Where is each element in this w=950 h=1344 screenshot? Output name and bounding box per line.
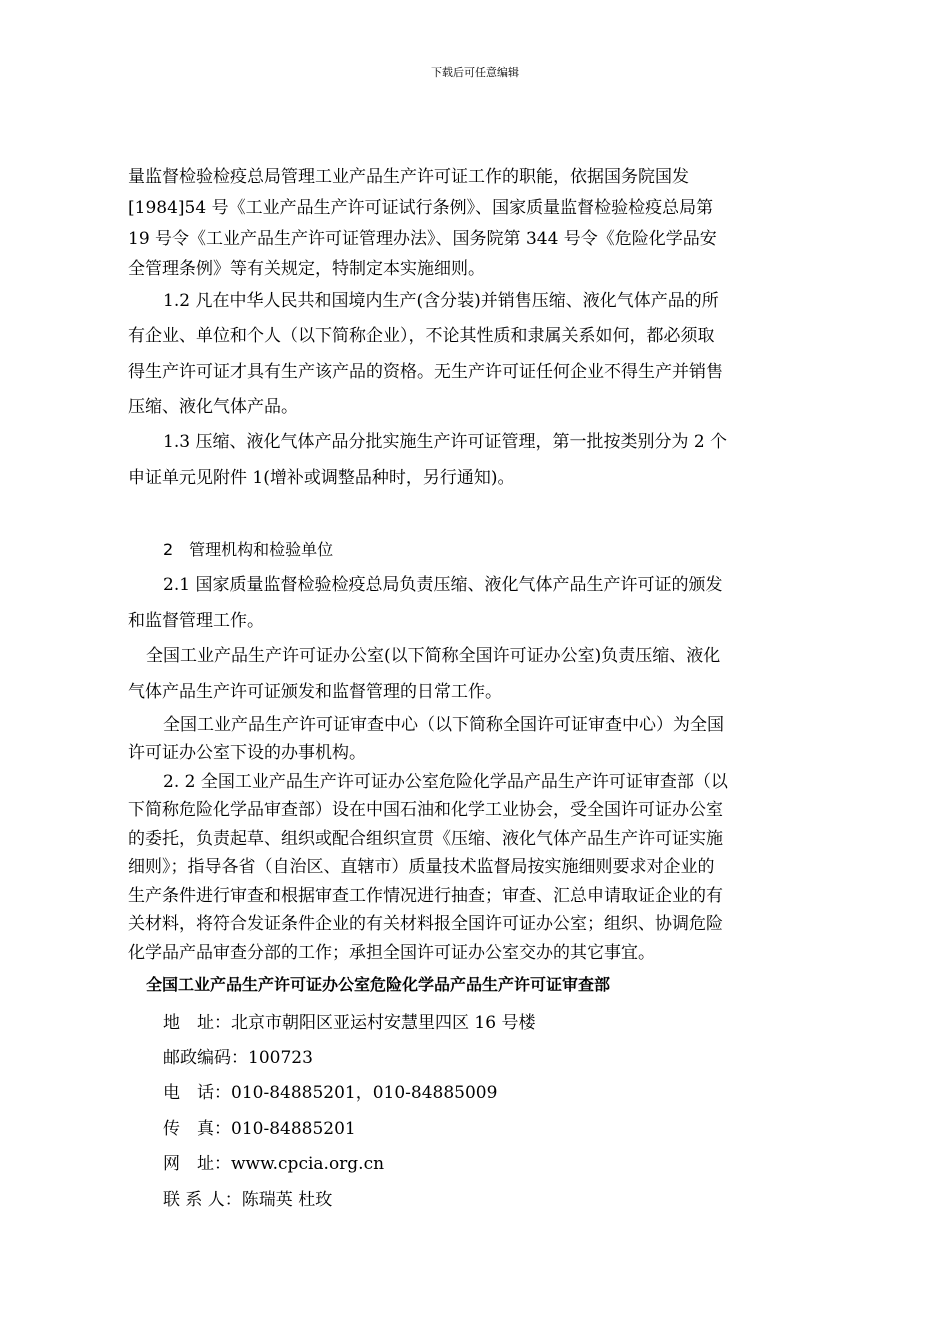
paragraph-2-2-line: 细则》；指导各省（自治区、直辖市）质量技术监督局按实施细则要求对企业的 — [128, 857, 715, 877]
paragraph-office-line: 全国工业产品生产许可证办公室(以下简称全国许可证办公室)负责压缩、液化 — [146, 646, 721, 666]
contact-website[interactable]: 网 址：www.cpcia.org.cn — [163, 1154, 385, 1174]
header-note: 下载后可任意编辑 — [431, 66, 519, 79]
paragraph-center-line: 许可证办公室下设的办事机构。 — [128, 743, 366, 763]
paragraph-office-line: 气体产品生产许可证颁发和监督管理的日常工作。 — [128, 682, 502, 702]
paragraph-1-3-line: 1.3 压缩、液化气体产品分批实施生产许可证管理，第一批按类别分为 2 个 — [163, 432, 728, 452]
paragraph-2-2-line: 化学品产品审查分部的工作；承担全国许可证办公室交办的其它事宜。 — [128, 943, 655, 963]
paragraph-2-1-line: 和监督管理工作。 — [128, 611, 264, 631]
paragraph-1-2-line: 1.2 凡在中华人民共和国境内生产(含分装)并销售压缩、液化气体产品的所 — [163, 291, 719, 311]
paragraph-2-2-line: 生产条件进行审查和根据审查工作情况进行抽查；审查、汇总申请取证企业的有 — [128, 886, 723, 906]
paragraph-1-2-line: 压缩、液化气体产品。 — [128, 397, 298, 417]
paragraph-2-2-line: 关材料，将符合发证条件企业的有关材料报全国许可证办公室；组织、协调危险 — [128, 914, 723, 934]
paragraph-1-2-line: 有企业、单位和个人（以下简称企业），不论其性质和隶属关系如何，都必须取 — [128, 326, 715, 346]
section-2-heading: 2 管理机构和检验单位 — [163, 540, 334, 559]
contact-fax: 传 真：010-84885201 — [163, 1119, 356, 1139]
contact-address: 地 址：北京市朝阳区亚运村安慧里四区 16 号楼 — [163, 1013, 536, 1033]
paragraph-center-line: 全国工业产品生产许可证审查中心（以下简称全国许可证审查中心）为全国 — [163, 715, 724, 735]
contact-title: 全国工业产品生产许可证办公室危险化学品产品生产许可证审查部 — [146, 975, 611, 994]
contact-postcode: 邮政编码：100723 — [163, 1048, 313, 1068]
paragraph-line: 量监督检验检疫总局管理工业产品生产许可证工作的职能，依据国务院国发 — [128, 167, 689, 187]
paragraph-1-3-line: 申证单元见附件 1(增补或调整品种时，另行通知)。 — [128, 468, 515, 488]
paragraph-2-2-line: 的委托，负责起草、组织或配合组织宣贯《压缩、液化气体产品生产许可证实施 — [128, 829, 723, 849]
contact-phone: 电 话：010-84885201，010-84885009 — [163, 1083, 498, 1103]
paragraph-line: 全管理条例》等有关规定，特制定本实施细则。 — [128, 259, 485, 279]
paragraph-line: 19 号令《工业产品生产许可证管理办法》、国务院第 344 号令《危险化学品安 — [128, 229, 717, 249]
paragraph-2-1-line: 2.1 国家质量监督检验检疫总局负责压缩、液化气体产品生产许可证的颁发 — [163, 575, 723, 595]
paragraph-line: [1984]54 号《工业产品生产许可证试行条例》、国家质量监督检验检疫总局第 — [128, 198, 714, 218]
paragraph-2-2-line: 下简称危险化学品审查部）设在中国石油和化学工业协会，受全国许可证办公室 — [128, 800, 723, 820]
paragraph-1-2-line: 得生产许可证才具有生产该产品的资格。无生产许可证任何企业不得生产并销售 — [128, 362, 723, 382]
contact-persons: 联 系 人：陈瑞英 杜玫 — [163, 1190, 333, 1210]
paragraph-2-2-line: 2. 2 全国工业产品生产许可证办公室危险化学品产品生产许可证审查部（以 — [163, 772, 728, 792]
